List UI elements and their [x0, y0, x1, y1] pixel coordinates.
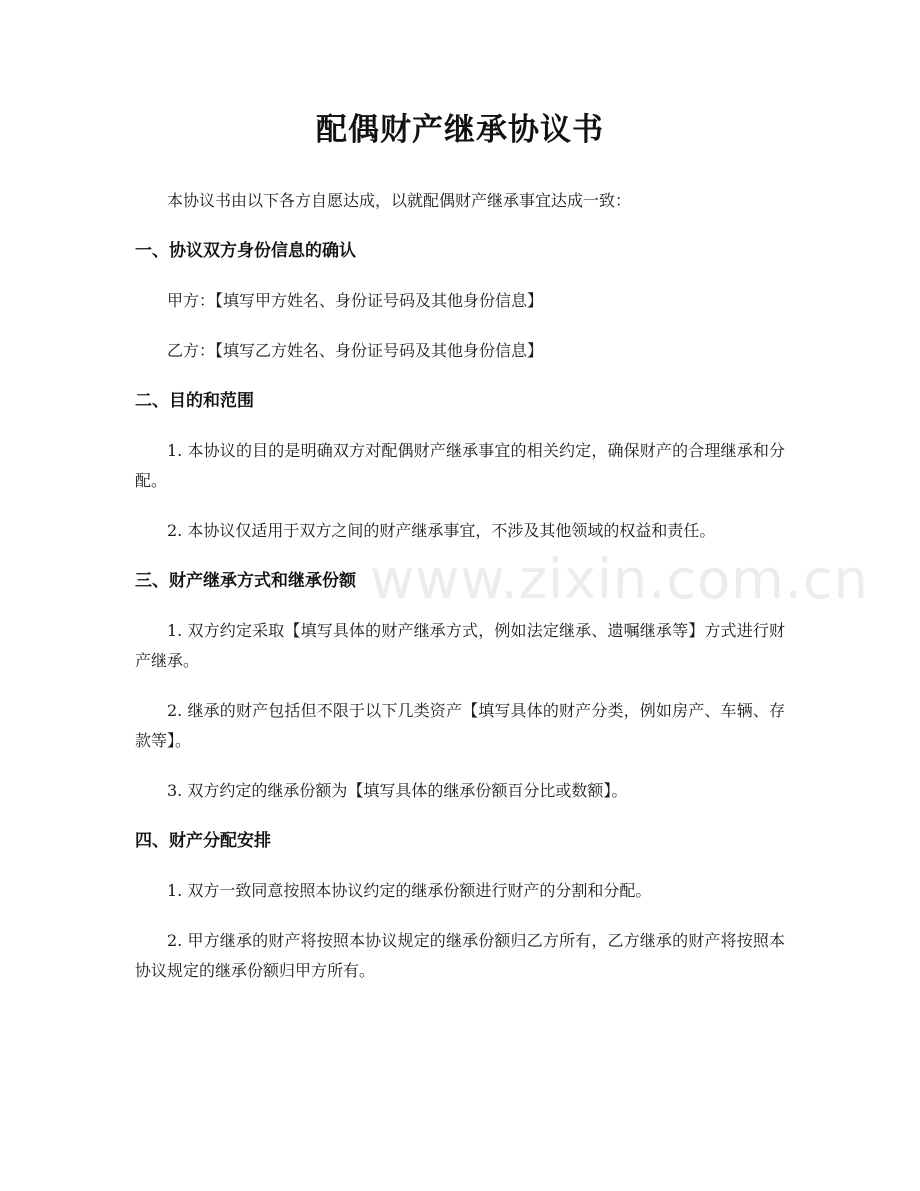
inheritance-paragraph-2: 2. 继承的财产包括但不限于以下几类资产【填写具体的财产分类，例如房产、车辆、存款等】。: [135, 701, 785, 750]
party-b-paragraph: 乙方：【填写乙方姓名、身份证号码及其他身份信息】: [167, 341, 544, 360]
distribution-paragraph-2: 2. 甲方继承的财产将按照本协议规定的继承份额归乙方所有，乙方继承的财产将按照本协议规定的继承份额归甲方所有。: [135, 931, 785, 980]
watermark: www.zixin.com.cn: [370, 548, 869, 611]
purpose-paragraph-1: 1. 本协议的目的是明确双方对配偶财产继承事宜的相关约定，确保财产的合理继承和分配。: [135, 441, 785, 490]
section-heading-identity: 一、协议双方身份信息的确认: [135, 241, 356, 261]
inheritance-paragraph-3: 3. 双方约定的继承份额为【填写具体的继承份额百分比或数额】。: [167, 781, 628, 800]
section-heading-distribution: 四、财产分配安排: [135, 831, 271, 851]
party-a-paragraph: 甲方：【填写甲方姓名、身份证号码及其他身份信息】: [167, 291, 544, 310]
section-heading-purpose: 二、目的和范围: [135, 391, 254, 411]
inheritance-paragraph-1: 1. 双方约定采取【填写具体的财产继承方式，例如法定继承、遗嘱继承等】方式进行财产继承。: [135, 621, 785, 670]
section-heading-inheritance: 三、财产继承方式和继承份额: [135, 571, 356, 591]
document-title: 配偶财产继承协议书: [316, 112, 604, 148]
intro-paragraph: 本协议书由以下各方自愿达成，以就配偶财产继承事宜达成一致：: [167, 191, 632, 210]
purpose-paragraph-2: 2. 本协议仅适用于双方之间的财产继承事宜，不涉及其他领域的权益和责任。: [167, 521, 716, 540]
distribution-paragraph-1: 1. 双方一致同意按照本协议约定的继承份额进行财产的分割和分配。: [167, 881, 652, 900]
